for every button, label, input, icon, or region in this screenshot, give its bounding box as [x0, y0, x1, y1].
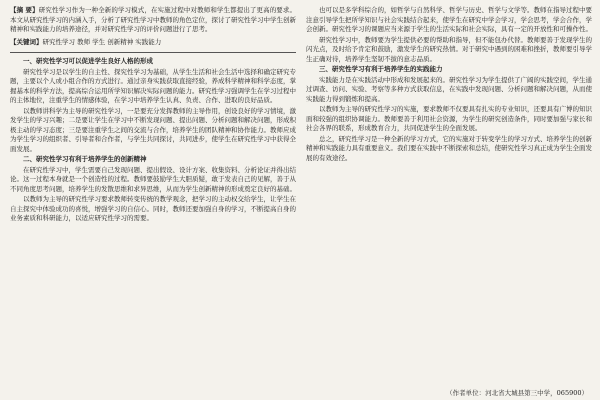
keywords-text: 研究性学习 教师 学生 创新精神 实践能力 — [42, 37, 162, 46]
paragraph: 在研究性学习中，学生需要自己发现问题、提出假设、设计方案、收集资料、分析论证并得出结论。这一过程本身就是一个创造性的过程。教师要鼓励学生大胆质疑，敢于发表自己的见解，善于从不同角度思考问题，培养学生的发散思维和求异思维，从而为学生创新精神的形成奠定良好的基础。 — [10, 165, 296, 193]
abstract — [10, 6, 296, 37]
right-body — [306, 6, 592, 163]
abstract-tag: 【摘 要】 — [10, 6, 39, 14]
section-heading: 一、研究性学习可以促进学生良好人格的形成 — [23, 57, 153, 65]
paragraph: 研究性学习中，教师要为学生提供必要的帮助和指导，但不能包办代替。教师要善于发现学生的闪光点，及时给予肯定和鼓励，激发学生的研究热情。对于研究中遇到的困难和挫折，教师要引导学生正确对待，培养学生坚韧不拔的意志品质。 — [306, 35, 592, 63]
abstract-text: 研究性学习作为一种全新的学习模式，在实施过程中对教师和学生都提出了更高的要求。本文从研究性学习的内涵入手，分析了研究性学习中教师的角色定位，探讨了研究性学习中学生创新精神和实践能力的培养途径，并对研究性学习的评价问题进行了思考。 — [10, 6, 296, 33]
left-column — [10, 6, 296, 394]
keywords-line — [10, 38, 296, 50]
paragraph: 总之，研究性学习是一种全新的学习方式，它的实施对于转变学生的学习方式、培养学生的创新精神和实践能力具有重要意义。我们要在实践中不断探索和总结，使研究性学习真正成为学生全面发展的有效途径。 — [306, 134, 592, 162]
paragraph: 以教师为主导的研究性学习要求教师转变传统的教学观念，把学习的主动权交给学生，让学生在自主探究中体验成功的喜悦，增强学习的自信心。同时，教师还要加强自身的学习，不断提高自身的业务素质和科研能力，以适应研究性学习的需要。 — [10, 195, 296, 222]
abstract-divider — [10, 52, 296, 53]
paragraph: 也可以是多学科综合的，如哲学与自然科学、哲学与历史、哲学与文学等。教师在指导过程中要注意引导学生把所学知识与社会实践结合起来，使学生在研究中学会学习，学会思考，学会合作，学会创新。研究性学习的课题应当来源于学生的生活实际和社会实际，具有一定的开放性和可操作性。 — [306, 6, 592, 33]
paragraph: 实践能力是在实践活动中形成和发展起来的。研究性学习为学生提供了广阔的实践空间，学生通过调查、访问、实验、考察等多种方式获取信息，在实践中发现问题、分析问题和解决问题，从而使实践能力得到锻炼和提高。 — [306, 75, 592, 103]
section-heading: 三、研究性学习有利于培养学生的实践能力 — [319, 65, 443, 73]
paragraph: 研究性学习是以学生的自主性、探究性学习为基础，从学生生活和社会生活中选择和确定研究专题，主要以个人或小组合作的方式进行。通过亲身实践获取直接经验，养成科学精神和科学态度，掌握基本的科学方法，提高综合运用所学知识解决实际问题的能力。研究性学习强调学生在学习过程中的主体地位，注重学生的情感体验，在学习中培养学生认真、负责、合作、进取的良好品质。 — [10, 67, 296, 104]
paragraph: 以教师讲科学为主导的研究性学习，一是要充分发挥教师的主导作用，创设良好的学习情境，激发学生的学习兴趣；二是要让学生在学习中不断发现问题、提出问题、分析问题和解决问题，形成积极主动的学习态度；三是要注重学生之间的交流与合作，培养学生的团队精神和协作能力。教师应成为学生学习的组织者、引导者和合作者，与学生共同探讨，共同进步，使学生在研究性学习中获得全面发展。 — [10, 106, 296, 153]
section-heading: 二、研究性学习有利于培养学生的创新精神 — [23, 155, 147, 163]
author-affiliation: （作者单位：河北省大城县第三中学，065900） — [446, 389, 588, 397]
left-body — [10, 57, 296, 224]
right-column — [306, 6, 592, 394]
paragraph: 以教师为主导的研究性学习的实施，要求教师不仅要具有扎实的专业知识，还要具有广博的知识面和较强的组织协调能力。教师要善于利用社会资源，为学生的研究创造条件，同时要加强与家长和社会各界的联系，形成教育合力，共同促进学生的全面发展。 — [306, 105, 592, 132]
keywords-tag: 【关键词】 — [10, 37, 43, 46]
